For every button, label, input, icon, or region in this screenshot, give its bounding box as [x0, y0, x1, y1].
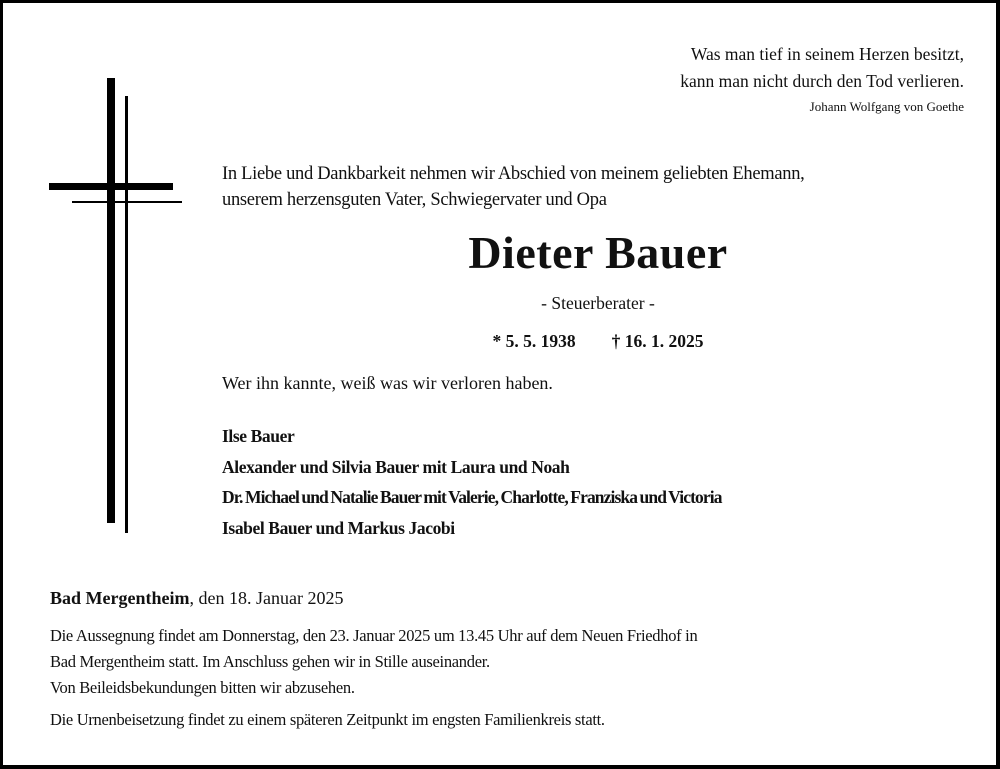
funeral-notice [50, 623, 697, 733]
cross-horizontal-thick-bar [49, 183, 173, 190]
goethe-quote [680, 41, 964, 117]
place-and-date [50, 585, 343, 611]
place: Bad Mergentheim [50, 588, 190, 608]
mourners-list [222, 421, 722, 543]
memorial-saying: Wer ihn kannte, weiß was wir verloren haben. [222, 373, 553, 393]
life-dates [3, 329, 1000, 353]
burial-notice: Die Urnenbeisetzung findet zu einem späteren Zeitpunkt im engsten Familienkreis statt. [50, 710, 605, 729]
quote-line-2: kann man nicht durch den Tod verlieren. [680, 71, 964, 91]
intro-text [222, 161, 804, 213]
notice-line-3: Von Beileidsbekundungen bitten wir abzusehen. [50, 678, 355, 697]
intro-line-2: unserem herzensguten Vater, Schwiegervater und Opa [222, 190, 607, 210]
cross-horizontal-thin-bar [72, 201, 182, 203]
mourner-line: Ilse Bauer [222, 426, 295, 446]
birth-date: * 5. 5. 1938 [492, 331, 576, 351]
date: , den 18. Januar 2025 [189, 588, 344, 608]
notice-line-1: Die Aussegnung findet am Donnerstag, den 23. Januar 2025 um 13.45 Uhr auf dem Neuen Friedhof in [50, 626, 698, 645]
quote-author: Johann Wolfgang von Goethe [809, 99, 964, 114]
notice-line-2: Bad Mergentheim statt. Im Anschluss gehen wir in Stille auseinander. [50, 652, 490, 671]
mourner-line: Dr. Michael und Natalie Bauer mit Valerie, Charlotte, Franziska und Victoria [222, 487, 722, 507]
deceased-name: Dieter Bauer [468, 227, 728, 278]
quote-line-1: Was man tief in seinem Herzen besitzt, [690, 44, 964, 64]
intro-line-1: In Liebe und Dankbarkeit nehmen wir Abschied von meinem geliebten Ehemann, [222, 164, 805, 184]
deceased-profession: - Steuerberater - [541, 293, 655, 313]
mourner-line: Alexander und Silvia Bauer mit Laura und Noah [222, 456, 570, 477]
death-date: † 16. 1. 2025 [611, 331, 704, 351]
mourner-line: Isabel Bauer und Markus Jacobi [222, 517, 455, 538]
